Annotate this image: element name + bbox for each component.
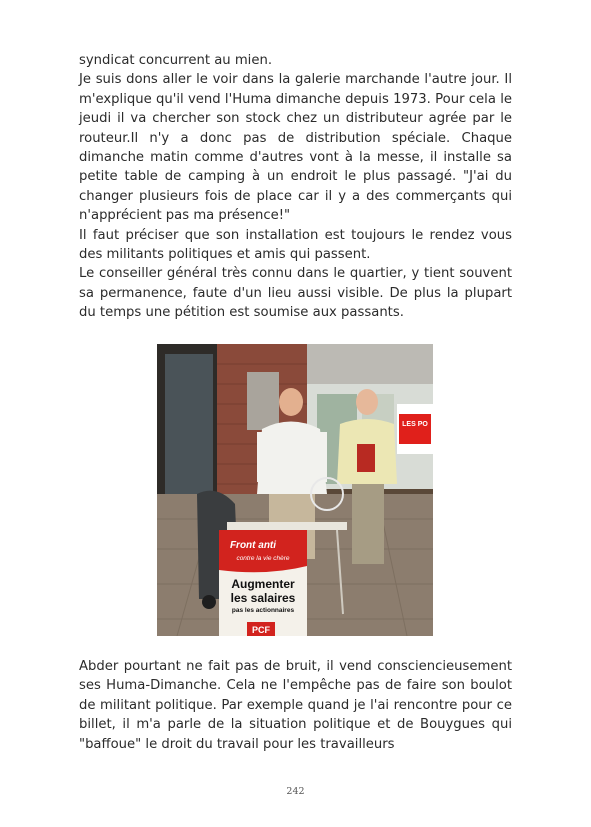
poster-line-3: Augmenter — [231, 577, 295, 591]
page-number: 242 — [286, 786, 305, 797]
body-text-bottom — [79, 657, 512, 754]
poster-line-1: Front anti — [229, 540, 277, 551]
paragraph: syndicat concurrent au mien. — [79, 53, 273, 68]
poster-line-4: les salaires — [230, 591, 296, 605]
paragraph: Le conseiller général très connu dans le quartier, y tient souvent sa permanence, faute d'un lieu aussi visible. De plus la plupart du temps une pétition est soumise aux passants. — [79, 266, 512, 321]
body-text-top — [79, 51, 512, 323]
poster-line-2: contre la vie chère — [236, 555, 290, 562]
photo-market-stand — [157, 344, 433, 636]
shop-sign-text: LES PO — [402, 421, 428, 428]
paragraph: Abder pourtant ne fait pas de bruit, il vend consciencieusement ses Huma-Dimanche. Cela ne l'empêche pas de faire son boulot de militant politique. Par exemple quand je l'ai rencontre pour ce billet, il m'a parle de la situation politique et de Bouygues qui "baffoue" le droit du travail pour les travailleurs — [79, 659, 512, 752]
paragraph: Il faut préciser que son installation est toujours le rendez vous des militants politiques et amis qui passent. — [79, 227, 512, 263]
paragraph: Je suis dons aller le voir dans la galerie marchande l'autre jour. Il m'explique qu'il vend l'Huma dimanche depuis 1973. Pour cela le jeudi il va chercher son stock chez un distributeur agrée par le routeur.Il n'y a donc pas de distribution spéciale. Chaque dimanche matin comme d'autres vont à la messe, il installe sa petite table de camping à un endroit le plus passagé. "J'ai du changer plusieurs fois de place car il y a des commerçants qui n'apprécient pas ma présence!" — [79, 72, 512, 224]
poster-line-5: pas les actionnaires — [231, 607, 295, 614]
poster-logo: PCF — [252, 625, 270, 635]
